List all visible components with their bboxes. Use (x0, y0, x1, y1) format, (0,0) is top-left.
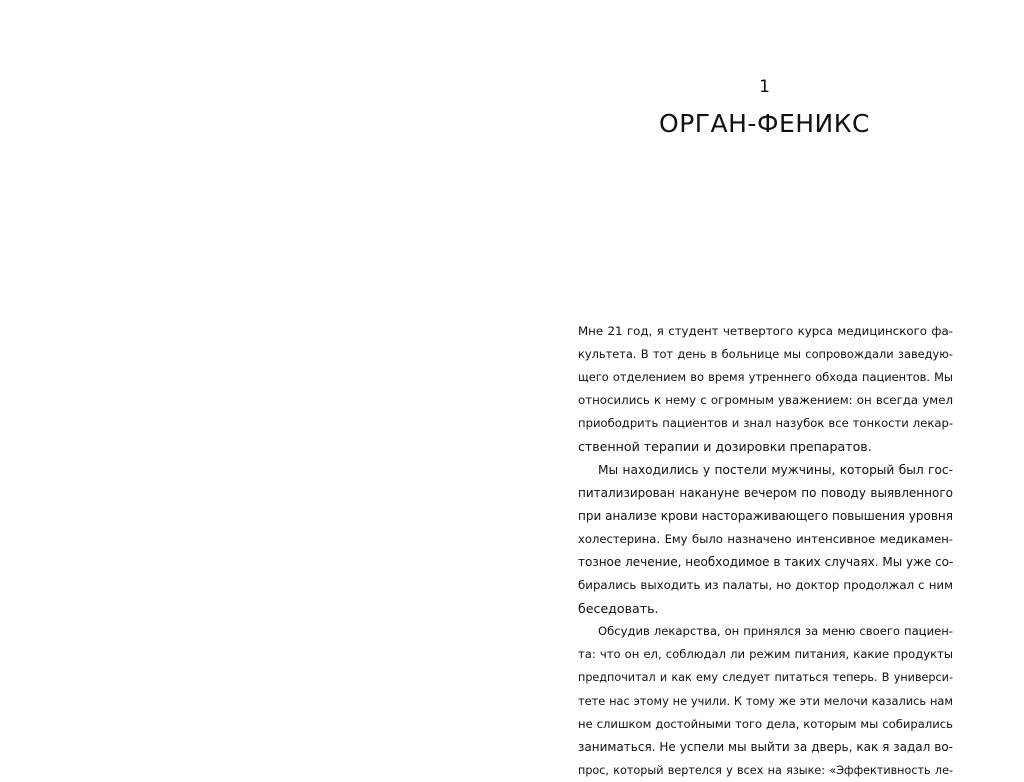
text-line: беседовать. (578, 601, 659, 617)
text-line: бирались выходить из палаты, но доктор продолжал с ним (578, 578, 953, 593)
right-page (512, 0, 1024, 777)
paragraph (578, 620, 953, 782)
chapter-number: 1 (759, 77, 770, 97)
text-line: тете нас этому не учили. К тому же эти мелочи казались нам (578, 693, 953, 708)
chapter-title: ОРГАН-ФЕНИКС (659, 109, 870, 138)
text-line: Мне 21 год, я студент четвертого курса медицинского фа- (578, 324, 953, 338)
text-line: заниматься. Не успели мы выйти за дверь, как я задал во- (578, 739, 953, 754)
text-line: питализирован накануне вечером по поводу выявленного (578, 485, 953, 500)
left-page-blank (0, 0, 512, 768)
text-line: при анализе крови настораживающего повышения уровня (578, 508, 953, 523)
text-line: та: что он ел, соблюдал ли режим питания, какие продукты (578, 647, 953, 662)
text-line: относились к нему с огромным уважением: он всегда умел (578, 393, 953, 408)
text-line: ственной терапии и дозировки препаратов. (578, 439, 872, 455)
paragraph (578, 320, 953, 459)
text-line: приободрить пациентов и знал назубок все тонкости лекар- (578, 416, 953, 431)
paragraph (578, 459, 953, 621)
text-line: не слишком достойными того дела, которым мы собирались (578, 716, 953, 731)
text-line: предпочитал и как ему следует питаться теперь. В универси- (578, 671, 953, 685)
text-line: тозное лечение, необходимое в таких случаях. Мы уже со- (578, 554, 954, 569)
text-line: щего отделением во время утреннего обхода пациентов. Мы (578, 370, 953, 385)
text-line: прос, который вертелся у всех на языке: «Эффективность ле- (578, 763, 953, 777)
text-line: культета. В тот день в больнице мы сопровождали заведую- (578, 347, 953, 362)
text-line: холестерина. Ему было назначено интенсивное медикамен- (578, 531, 953, 546)
text-line: Обсудив лекарства, он принялся за меню своего пациен- (598, 624, 953, 639)
text-line: Мы находились у постели мужчины, который был гос- (598, 462, 953, 477)
chapter-body (578, 320, 953, 782)
